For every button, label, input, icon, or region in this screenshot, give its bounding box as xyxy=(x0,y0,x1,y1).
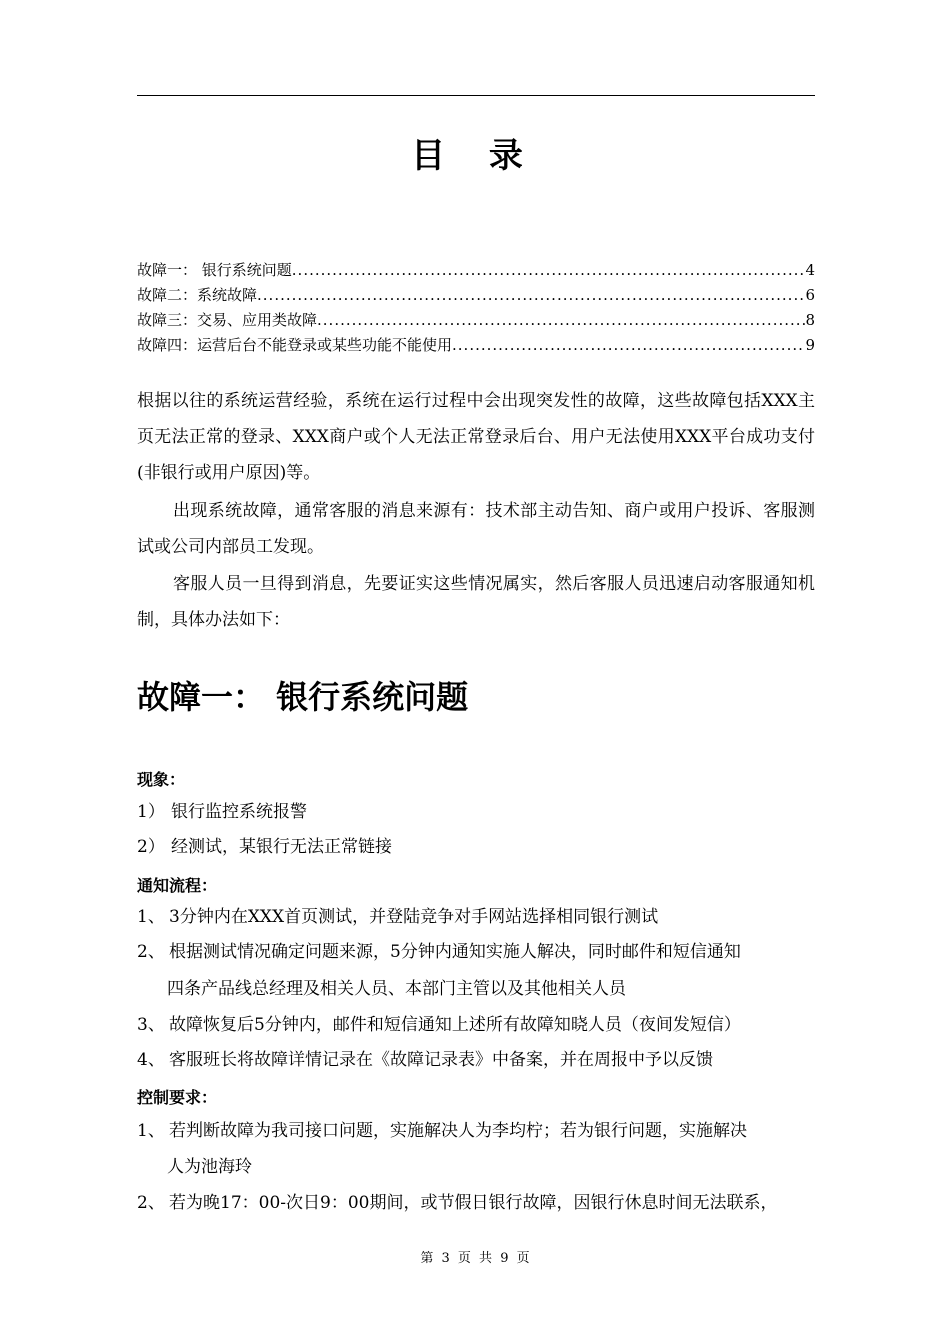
list-text: 若判断故障为我司接口问题，实施解决人为李均柠；若为银行问题，实施解决 xyxy=(169,1121,747,1141)
toc-entry[interactable] xyxy=(137,333,815,358)
control-item-continuation: 人为池海玲 xyxy=(167,1157,252,1177)
toc-entry[interactable] xyxy=(137,258,815,283)
list-text: 经测试，某银行无法正常链接 xyxy=(171,837,392,857)
list-number: 2、 xyxy=(137,942,165,962)
toc-entry-page: 8 xyxy=(805,311,815,329)
toc-leader xyxy=(452,333,805,358)
toc-entry-label: 故障二：系统故障 xyxy=(137,286,258,304)
symptom-item xyxy=(137,829,815,865)
list-text: 银行监控系统报警 xyxy=(171,802,307,822)
list-number: 2） xyxy=(137,837,165,857)
list-text: 客服班长将故障详情记录在《故障记录表》中备案，并在周报中予以反馈 xyxy=(169,1050,713,1070)
list-text: 根据测试情况确定问题来源，5分钟内通知实施人解决，同时邮件和短信通知 xyxy=(169,942,741,962)
toc-entry-label: 故障一： 银行系统问题 xyxy=(137,261,292,279)
toc-entry-label: 故障三：交易、应用类故障 xyxy=(137,311,318,329)
toc-title: 目 录 xyxy=(411,136,539,176)
process-label: 通知流程： xyxy=(137,876,218,895)
list-number: 2、 xyxy=(137,1193,165,1213)
list-text: 若为晚17：00-次日9：00期间，或节假日银行故障，因银行休息时间无法联系， xyxy=(169,1193,778,1213)
list-number: 1、 xyxy=(137,1121,165,1141)
page-footer: 第 3 页 共 9 页 xyxy=(420,1251,530,1266)
control-label: 控制要求： xyxy=(137,1088,218,1107)
symptoms-label: 现象： xyxy=(137,770,186,789)
toc-entry-label: 故障四：运营后台不能登录或某些功能不能使用 xyxy=(137,336,453,354)
process-item-continuation: 四条产品线总经理及相关人员、本部门主管以及其他相关人员 xyxy=(167,979,626,999)
list-number: 4、 xyxy=(137,1050,165,1070)
toc-leader xyxy=(292,258,806,283)
header-rule xyxy=(137,95,815,96)
process-item xyxy=(137,899,815,935)
toc-entry-page: 4 xyxy=(805,261,815,279)
intro-paragraph-2: 出现系统故障，通常客服的消息来源有：技术部主动告知、商户或用户投诉、客服测试或公司内部员工发现。 xyxy=(137,501,815,557)
process-item xyxy=(137,1007,815,1043)
section-heading: 故障一： 银行系统问题 xyxy=(137,678,469,716)
toc-leader xyxy=(257,283,805,308)
process-item xyxy=(137,1042,815,1078)
list-text: 3分钟内在XXX首页测试，并登陆竞争对手网站选择相同银行测试 xyxy=(169,907,659,927)
list-text: 故障恢复后5分钟内，邮件和短信通知上述所有故障知晓人员（夜间发短信） xyxy=(169,1015,741,1035)
control-item xyxy=(137,1113,815,1149)
symptom-item xyxy=(137,794,815,830)
intro-paragraph-1: 根据以往的系统运营经验，系统在运行过程中会出现突发性的故障，这些故障包括XXX主页无法正常的登录、XXX商户或个人无法正常登录后台、用户无法使用XXX平台成功支付(非银行或用户原因)等。 xyxy=(137,391,815,483)
control-item xyxy=(137,1185,815,1221)
process-item xyxy=(137,934,815,970)
intro-paragraph-3: 客服人员一旦得到消息，先要证实这些情况属实，然后客服人员迅速启动客服通知机制，具体办法如下： xyxy=(137,574,815,630)
toc-leader xyxy=(317,308,805,333)
toc-entry[interactable] xyxy=(137,283,815,308)
list-number: 1） xyxy=(137,802,165,822)
toc-entry-page: 6 xyxy=(805,286,815,304)
toc-entry[interactable] xyxy=(137,308,815,333)
list-number: 3、 xyxy=(137,1015,165,1035)
list-number: 1、 xyxy=(137,907,165,927)
toc-entry-page: 9 xyxy=(805,336,815,354)
table-of-contents xyxy=(137,258,815,358)
